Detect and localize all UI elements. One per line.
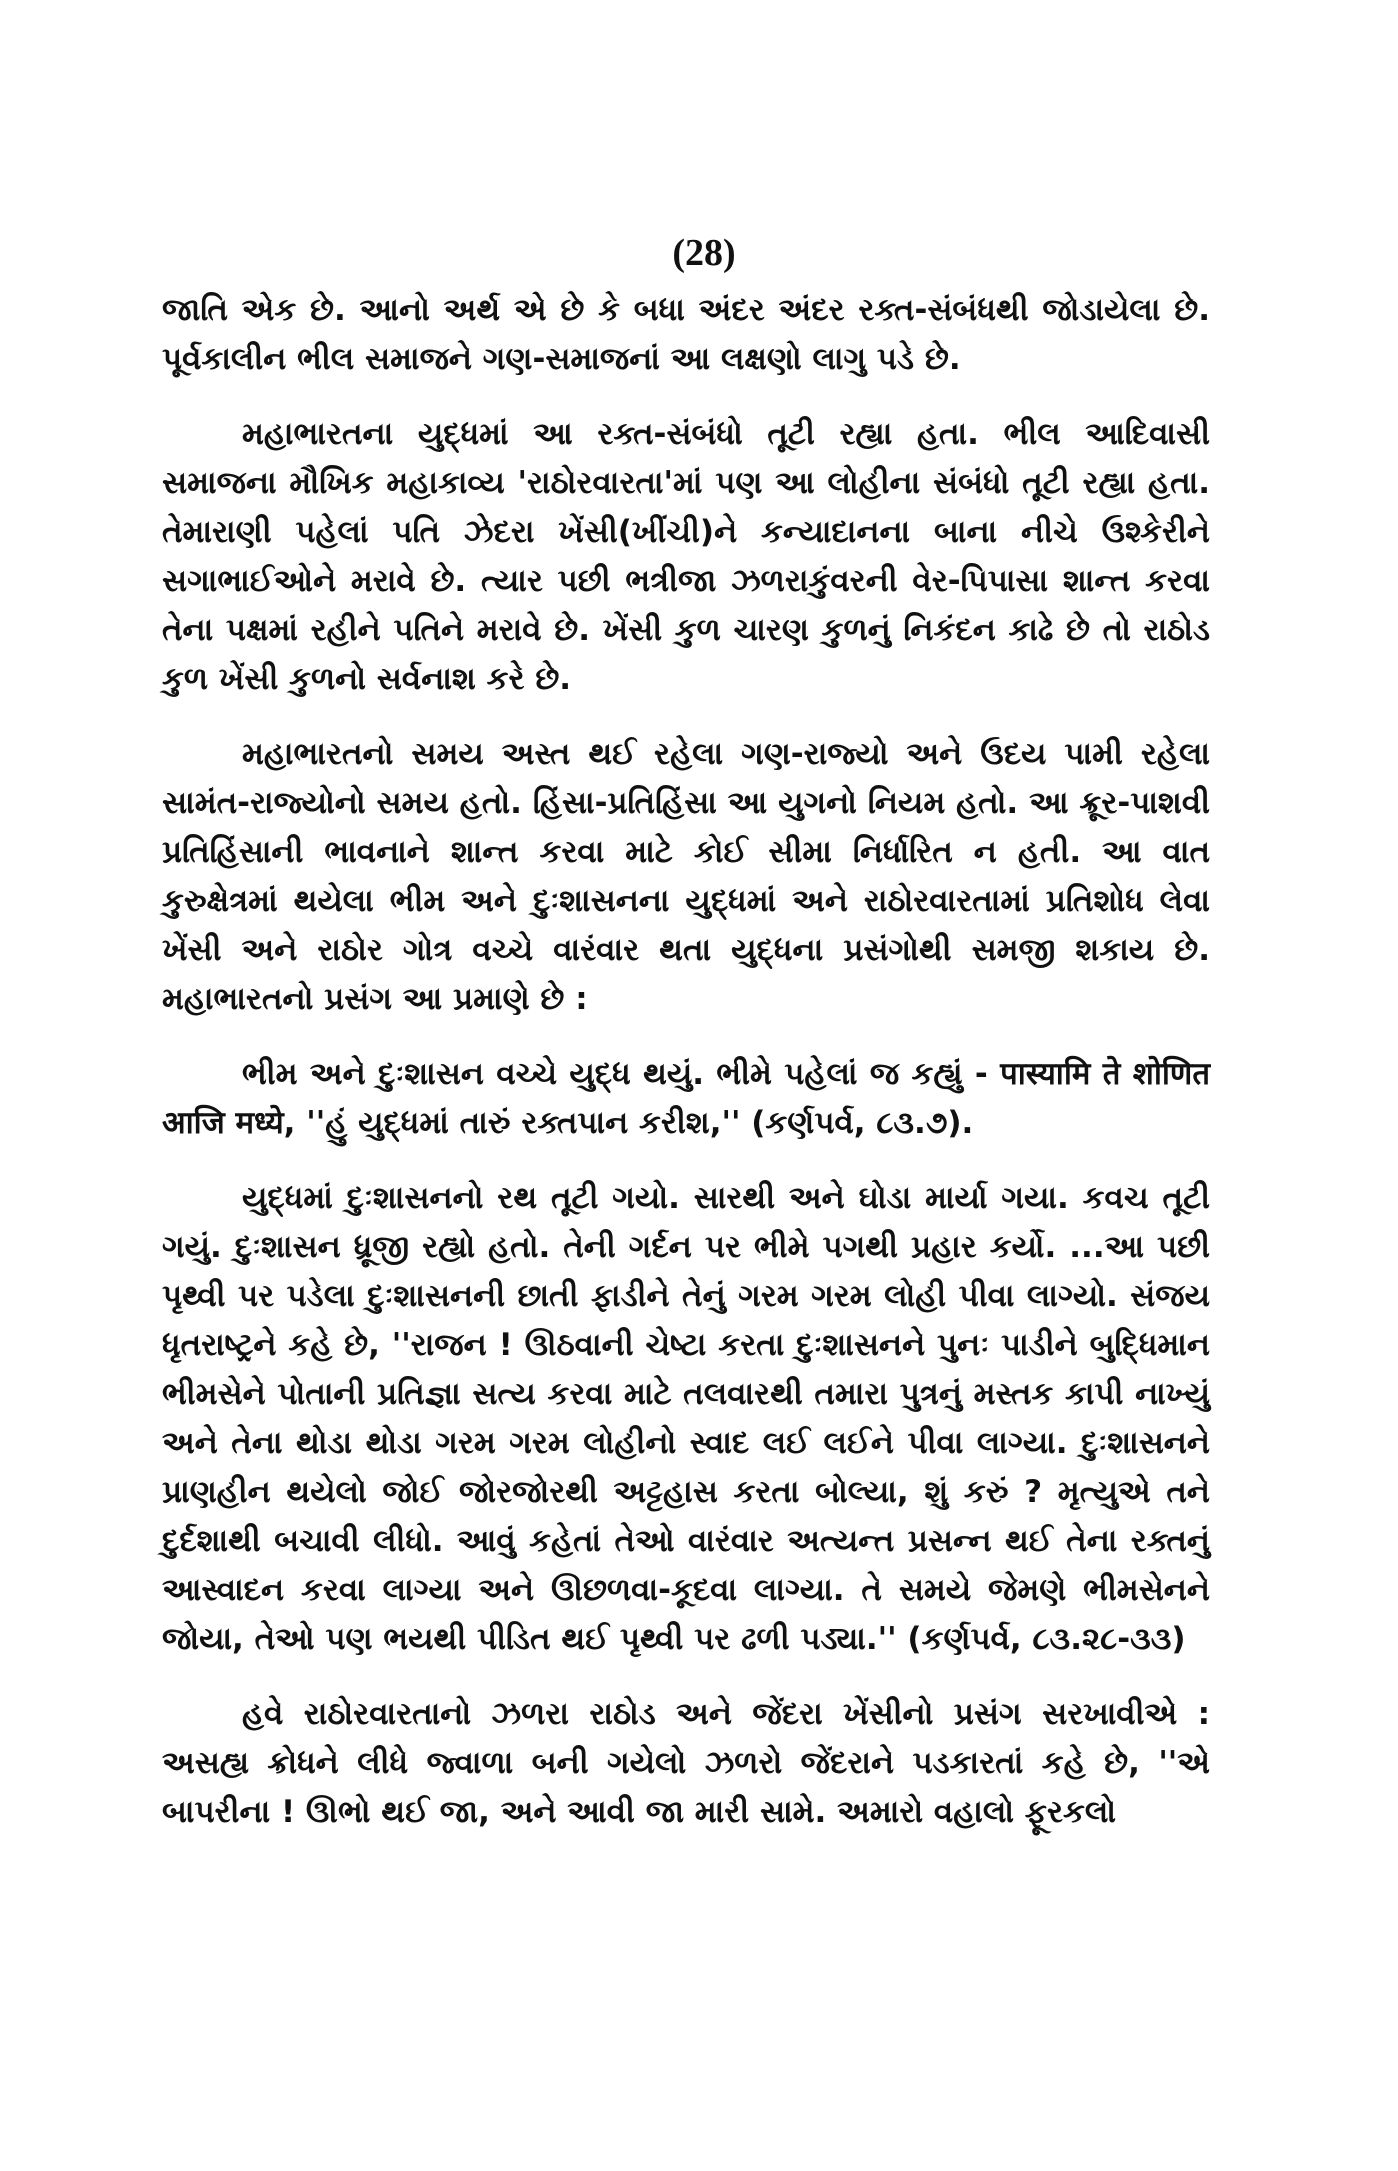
paragraph-3: મહાભારતનો સમય અસ્ત થઈ રહેલા ગણ-રાજ્યો અને ઉદય પામી રહેલા સામંત-રાજ્યોનો સમય હતો. હિંસા-પ્રતિહિંસા આ યુગનો નિયમ હતો. આ ક્રૂર-પાશવી પ્રતિહિંસાની ભાવનાને શાન્ત કરવા માટે કોઈ સીમા નિર્ધારિત ન હતી. આ વાત કુરુક્ષેત્રમાં થયેલા ભીમ અને દુઃશાસનના યુદ્ધમાં અને રાઠોરવારતામાં પ્રતિશોધ લેવા ખેંસી અને રાઠોર ગોત્ર વચ્ચે વારંવાર થતા યુદ્ધના પ્રસંગોથી સમજી શકાય છે. મહાભારતનો પ્રસંગ આ પ્રમાણે છે : bbox=[162, 736, 1210, 1017]
paragraph-5: યુદ્ધમાં દુઃશાસનનો રથ તૂટી ગયો. સારથી અને ઘોડા માર્યા ગયા. કવચ તૂટી ગયું. દુઃશાસન ધ્રૂજી રહ્યો હતો. તેની ગર્દન પર ભીમે પગથી પ્રહાર કર્યો. ...આ પછી પૃથ્વી પર પડેલા દુઃશાસનની છાતી ફાડીને તેનું ગરમ ગરમ લોહી પીવા લાગ્યો. સંજય ધૃતરાષ્ટ્રને કહે છે, ''રાજન ! ઊઠવાની ચેષ્ટા કરતા દુઃશાસનને પુનઃ પાડીને બુદ્ધિમાન ભીમસેને પોતાની પ્રતિજ્ઞા સત્ય કરવા માટે તલવારથી તમારા પુત્રનું મસ્તક કાપી નાખ્યું અને તેના થોડા થોડા ગરમ ગરમ લોહીનો સ્વાદ લઈ લઈને પીવા લાગ્યા. દુઃશાસનને પ્રાણહીન થયેલો જોઈ જોરજોરથી અટ્ટહાસ કરતા બોલ્યા, શું કરું ? મૃત્યુએ તને દુર્દશાથી બચાવી લીધો. આવું કહેતાં તેઓ વારંવાર અત્યન્ત પ્રસન્ન થઈ તેના રક્તનું આસ્વાદન કરવા લાગ્યા અને ઊછળવા-કૂદવા લાગ્યા. તે સમયે જેમણે ભીમસેનને જોયા, તેઓ પણ ભયથી પીડિત થઈ પૃથ્વી પર ઢળી પડ્યા.'' (કર્ણપર્વ, ૮૩.૨૮-૩૩) bbox=[162, 1180, 1210, 1657]
paragraph-4: ભીમ અને દુઃશાસન વચ્ચે યુદ્ધ થયું. ભીમે પહેલાં જ કહ્યું - पास्यामि ते शोणित आजि मध्ये, ''હું યુદ્ધમાં તારું રક્તપાન કરીશ,'' (કર્ણપર્વ, ૮૩.૭). bbox=[162, 1056, 1210, 1141]
page-number: (28) bbox=[672, 232, 736, 274]
paragraph-2: મહાભારતના યુદ્ધમાં આ રક્ત-સંબંધો તૂટી રહ્યા હતા. ભીલ આદિવાસી સમાજના મૌખિક મહાકાવ્ય 'રાઠોરવારતા'માં પણ આ લોહીના સંબંધો તૂટી રહ્યા હતા. તેમારાણી પહેલાં પતિ ઝેદરા ખેંસી(ખીંચી)ને કન્યાદાનના બાના નીચે ઉશ્કેરીને સગાભાઈઓને મરાવે છે. ત્યાર પછી ભત્રીજા ઝળરાકુંવરની વેર-પિપાસા શાન્ત કરવા તેના પક્ષમાં રહીને પતિને મરાવે છે. ખેંસી કુળ ચારણ કુળનું નિકંદન કાઢે છે તો રાઠોડ કુળ ખેંસી કુળનો સર્વનાશ કરે છે. bbox=[162, 416, 1210, 697]
document-page bbox=[162, 228, 1210, 1863]
paragraph-6: હવે રાઠોરવારતાનો ઝળરા રાઠોડ અને જેંદરા ખેંસીનો પ્રસંગ સરખાવીએ : અસહ્ય ક્રોધને લીધે જ્વાળા બની ગયેલો ઝળરો જેંદરાને પડકારતાં કહે છે, ''એ બાપરીના ! ઊભો થઈ જા, અને આવી જા મારી સામે. અમારો વહાલો ફૂરકલો bbox=[162, 1696, 1210, 1830]
paragraph-1: જાતિ એક છે. આનો અર્થ એ છે કે બધા અંદર અંદર રક્ત-સંબંધથી જોડાયેલા છે. પૂર્વકાલીન ભીલ સમાજને ગણ-સમાજનાં આ લક્ષણો લાગુ પડે છે. bbox=[162, 292, 1210, 377]
